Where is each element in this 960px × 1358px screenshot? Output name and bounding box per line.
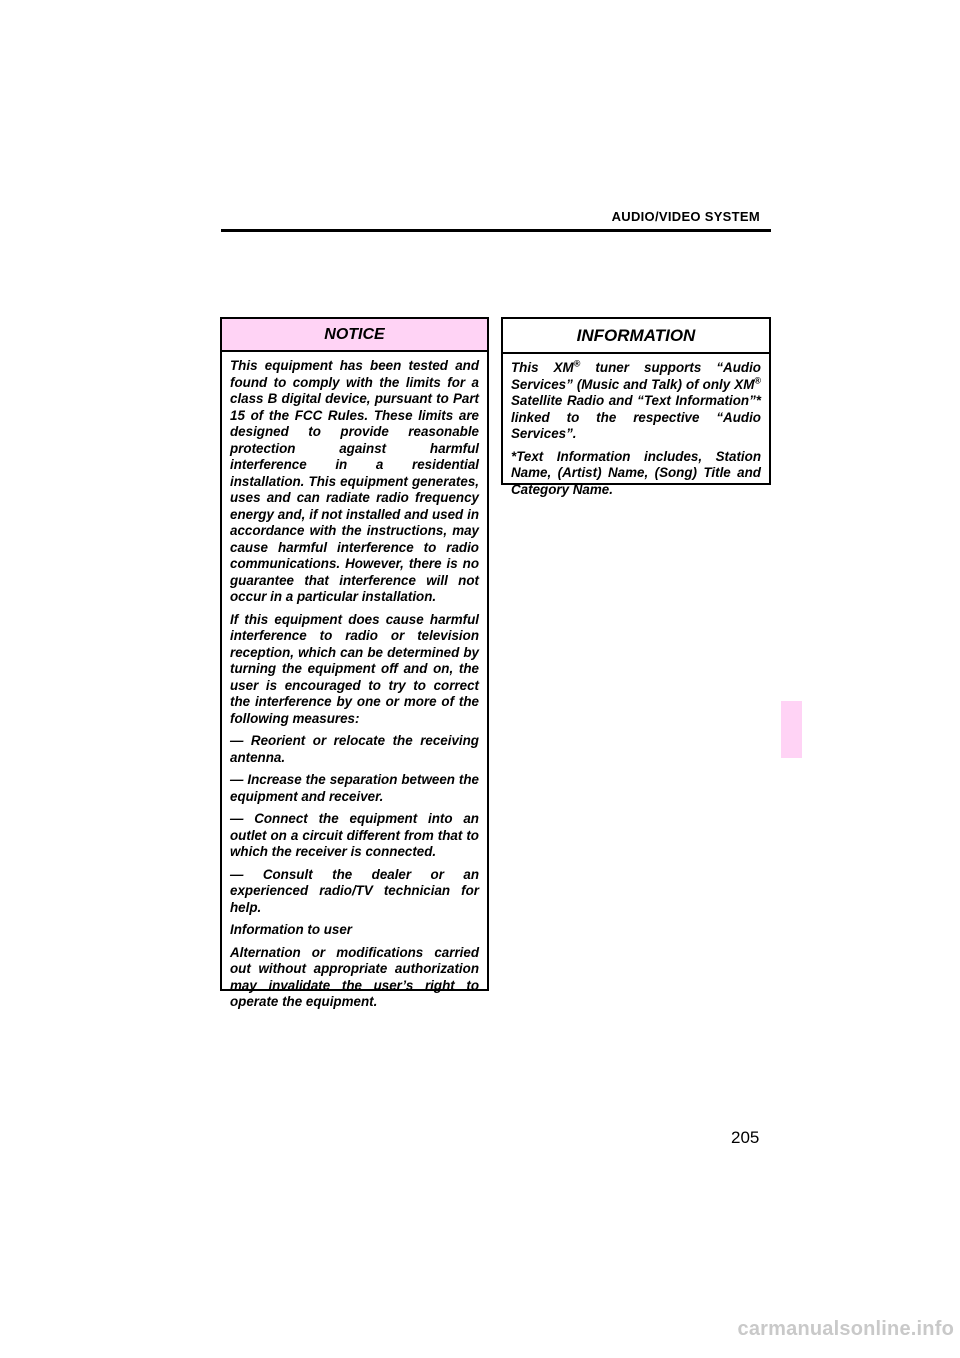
section-title: AUDIO/VIDEO SYSTEM	[611, 209, 760, 224]
notice-paragraph: This equipment has been tested and found to comply with the limits for a class B digital device, pursuant to Part 15 of the FCC Rules. These limits are designed to provide reasonable protection against harmful interference in a residential installation. This equipment generates, uses and can radiate radio frequency energy and, if not installed and used in accordance with the instructions, may cause harmful interference to radio communications. However, there is no guarantee that interference will not occur in a particular installation.	[230, 358, 479, 604]
header-divider	[221, 229, 771, 232]
watermark: carmanualsonline.info	[737, 1318, 954, 1340]
information-text: tuner supports “Audio Services” (Music and Talk) of only XM	[511, 360, 761, 392]
information-text: Satellite Radio and “Text Information”* linked to the respective “Audio Services”.	[511, 393, 761, 441]
page-number: 205	[731, 1128, 760, 1147]
information-body	[503, 354, 769, 498]
notice-body	[222, 352, 487, 1011]
notice-paragraph: — Reorient or relocate the receiving antenna.	[230, 733, 479, 765]
information-text: This XM	[511, 360, 574, 375]
notice-paragraph: — Consult the dealer or an experienced radio/TV technician for help.	[230, 866, 479, 915]
registered-mark: ®	[573, 358, 581, 369]
notice-paragraph: If this equipment does cause harmful interference to radio or television reception, which can be determined by turning the equipment off and on, the user is encouraged to try to correct the interference by one or more of the following measures:	[230, 611, 479, 726]
notice-title: NOTICE	[222, 319, 487, 352]
registered-mark: ®	[754, 375, 761, 386]
notice-box	[220, 317, 489, 1009]
information-paragraph: *Text Information includes, Station Name, (Artist) Name, (Song) Title and Category Name.	[511, 448, 761, 497]
chapter-tab	[781, 701, 802, 758]
information-paragraph	[511, 360, 761, 443]
notice-paragraph: — Increase the separation between the equipment and receiver.	[230, 772, 479, 804]
information-title: INFORMATION	[503, 319, 769, 354]
notice-paragraph: Information to user	[230, 922, 353, 937]
notice-paragraph: — Connect the equipment into an outlet on a circuit different from that to which the receiver is connected.	[230, 811, 479, 859]
information-box	[501, 317, 771, 497]
notice-paragraph: Alternation or modifications carried out without appropriate authorization may invalidate the user’s right to operate the equipment.	[230, 944, 479, 1009]
